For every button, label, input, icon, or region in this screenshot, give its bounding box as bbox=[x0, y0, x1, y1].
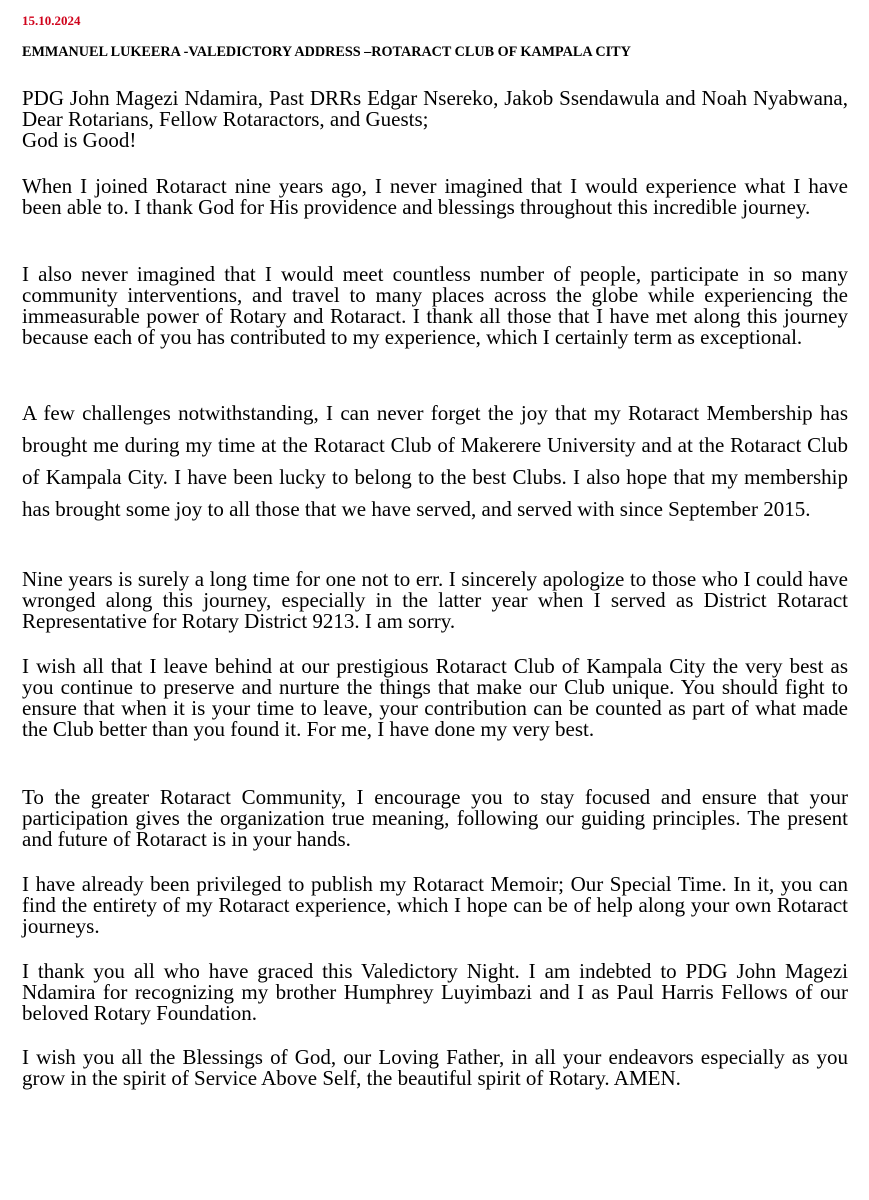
paragraph-6: To the greater Rotaract Community, I encourage you to stay focused and ensure that your participation gives the organization true meaning, following our guiding principles. The present and future of Rotaract is in your hands. bbox=[22, 785, 848, 851]
paragraph-7: I have already been privileged to publish my Rotaract Memoir; Our Special Time. In it, you can find the entirety of my Rotaract experience, which I hope can be of help along your own Rotaract journeys. bbox=[22, 872, 848, 938]
document-date: 15.10.2024 bbox=[22, 13, 81, 28]
paragraph-5: I wish all that I leave behind at our prestigious Rotaract Club of Kampala City the very best as you continue to preserve and nurture the things that make our Club unique. You should fight to ensure that when it is your time to leave, your contribution can be counted as part of what made the Club better than you found it. For me, I have done my very best. bbox=[22, 654, 848, 741]
salutation-block bbox=[22, 88, 848, 151]
salutation-text: PDG John Magezi Ndamira, Past DRRs Edgar Nsereko, Jakob Ssendawula and Noah Nyabwana, Dear Rotarians, Fellow Rotaractors, and Guests; bbox=[22, 86, 848, 131]
greeting-text: God is Good! bbox=[22, 128, 137, 152]
paragraph-9: I wish you all the Blessings of God, our Loving Father, in all your endeavors especially as you grow in the spirit of Service Above Self, the beautiful spirit of Rotary. AMEN. bbox=[22, 1045, 848, 1090]
paragraph-1: When I joined Rotaract nine years ago, I never imagined that I would experience what I have been able to. I thank God for His providence and blessings throughout this incredible journey. bbox=[22, 174, 848, 219]
paragraph-2: I also never imagined that I would meet countless number of people, participate in so many community interventions, and travel to many places across the globe while experiencing the immeasurable power of Rotary and Rotaract. I thank all those that I have met along this journey because each of you has contributed to my experience, which I certainly term as exceptional. bbox=[22, 262, 848, 349]
document-title: EMMANUEL LUKEERA -VALEDICTORY ADDRESS –ROTARACT CLUB OF KAMPALA CITY bbox=[22, 44, 631, 60]
paragraph-3: A few challenges notwithstanding, I can never forget the joy that my Rotaract Membership has brought me during my time at the Rotaract Club of Makerere University and at the Rotaract Club of Kampala City. I have been lucky to belong to the best Clubs. I also hope that my membership has brought some joy to all those that we have served, and served with since September 2015. bbox=[22, 401, 848, 521]
paragraph-4: Nine years is surely a long time for one not to err. I sincerely apologize to those who I could have wronged along this journey, especially in the latter year when I served as District Rotaract Representative for Rotary District 9213. I am sorry. bbox=[22, 567, 848, 633]
paragraph-8: I thank you all who have graced this Valedictory Night. I am indebted to PDG John Magezi Ndamira for recognizing my brother Humphrey Luyimbazi and I as Paul Harris Fellows of our beloved Rotary Foundation. bbox=[22, 959, 848, 1025]
